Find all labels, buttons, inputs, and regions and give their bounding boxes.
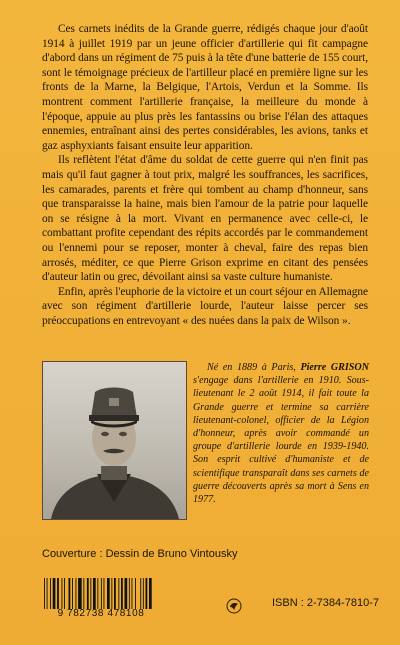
summary-paragraph-1: Ces carnets inédits de la Grande guerre, rédigés chaque jour d'août 1914 à juillet 1919 par un jeune officier d'artillerie qui fit campagne d'abord dans un régiment de 75 puis à la tête d'une batterie de 155 court, sont le témoignage précieux de l'artilleur placé en première ligne sur les fronts de la Marne, la Belgique, l'Artois, Verdun et la Somme. Ils montrent comment l'artillerie française, la meilleure du monde à l'époque, appuie au plus près les fantassins ou brise l'élan des attaques ennemies, entraînant ainsi des pertes considérables, les avions, tanks et gaz asphyxiants faisant ensuite leur apparition. — [42, 23, 368, 152]
author-portrait-photo — [42, 361, 187, 520]
bio-intro: Né en 1889 à Paris, — [207, 362, 301, 373]
barcode-bars — [42, 578, 160, 609]
summary-paragraph-3: Enfin, après l'euphorie de la victoire et un court séjour en Allemagne avec son régiment d'artillerie lourde, l'auteur laisse percer ses préoccupations en entrevoyant « des nuées dans la paix de Wilson ». — [42, 285, 368, 327]
barcode-number: 9 782738 478108 — [57, 608, 145, 619]
bio-text: s'engage dans l'artillerie en 1910. Sous-lieutenant le 2 août 1914, il fait toute la Grande guerre et termine sa carrière lieutenant-colonel, officier de la Légion d'honneur, après avoir commandé un groupe d'artillerie lourde en 1939-1940. Son esprit cultivé d'humaniste et de scientifique transparaît dans ses carnets de guerre découverts après sa mort à Sens en 1977. — [193, 375, 369, 506]
author-name: Pierre GRISON — [300, 362, 369, 373]
isbn: ISBN : 2-7384-7810-7 — [272, 597, 380, 609]
author-biography — [193, 361, 369, 506]
summary-text — [42, 22, 368, 328]
portrait-drawing — [43, 362, 186, 519]
barcode — [42, 578, 160, 618]
summary-paragraph-2: Ils reflètent l'état d'âme du soldat de cette guerre qui n'en finit pas mais qu'il faut gagner à tout prix, malgré les souffrances, les sacrifices, les camarades, parents et frère qui tombent au champ d'honneur, sans que transparaisse la haine, mais bien l'amour de la patrie pour laquelle on se résigne à la mort. Vivant en permanence avec celle-ci, le combattant profite cependant des répits accordés par le commandement ou l'ennemi pour se reposer, monter à cheval, faire des repas bien arrosés, méditer, ce que Pierre Grison exprime en citant des pensées d'auteur latin ou grec, dévoilant ainsi sa vaste culture humaniste. — [42, 154, 368, 284]
publisher-logo-icon — [226, 598, 242, 614]
cover-credit: Couverture : Dessin de Bruno Vintousky — [42, 548, 238, 560]
